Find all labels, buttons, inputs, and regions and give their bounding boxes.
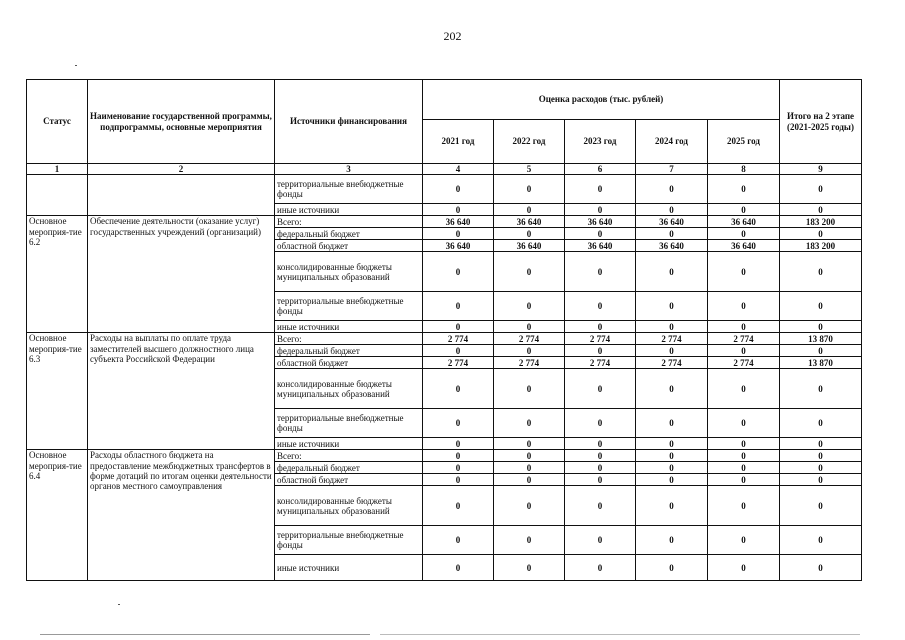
- year-value-cell: 0: [494, 409, 565, 438]
- year-value-cell: 2 774: [423, 357, 494, 369]
- year-value-cell: 0: [423, 204, 494, 216]
- year-value-cell: 0: [708, 474, 780, 486]
- total-value-cell: 0: [780, 369, 862, 409]
- header-total: Итого на 2 этапе (2021-2025 годы): [780, 80, 862, 164]
- year-value-cell: 0: [565, 474, 636, 486]
- header-status: Статус: [27, 80, 88, 164]
- year-value-cell: 0: [708, 345, 780, 357]
- year-value-cell: 0: [494, 175, 565, 204]
- source-cell: территориальные внебюджетные фонды: [275, 175, 423, 204]
- source-cell: Всего:: [275, 450, 423, 462]
- year-value-cell: 0: [565, 486, 636, 526]
- year-value-cell: 0: [494, 450, 565, 462]
- name-cell: Расходы областного бюджета на предоставление межбюджетных трансфертов в форме дотаций по итогам оценки деятельности органов местного самоуправления: [88, 450, 275, 581]
- year-value-cell: 36 640: [494, 216, 565, 228]
- year-value-cell: 0: [423, 450, 494, 462]
- total-value-cell: 0: [780, 409, 862, 438]
- year-value-cell: 36 640: [565, 216, 636, 228]
- year-value-cell: 0: [494, 204, 565, 216]
- total-value-cell: 0: [780, 474, 862, 486]
- year-value-cell: 0: [494, 474, 565, 486]
- year-value-cell: 0: [494, 345, 565, 357]
- year-value-cell: 0: [636, 252, 708, 292]
- year-value-cell: 0: [423, 474, 494, 486]
- year-value-cell: 2 774: [708, 357, 780, 369]
- year-value-cell: 0: [423, 292, 494, 321]
- total-value-cell: 0: [780, 486, 862, 526]
- source-cell: федеральный бюджет: [275, 345, 423, 357]
- year-value-cell: 0: [423, 369, 494, 409]
- year-value-cell: 0: [565, 450, 636, 462]
- year-value-cell: 0: [708, 486, 780, 526]
- source-cell: областной бюджет: [275, 357, 423, 369]
- year-value-cell: 36 640: [708, 240, 780, 252]
- year-value-cell: 0: [423, 228, 494, 240]
- source-cell: иные источники: [275, 321, 423, 333]
- year-value-cell: 0: [636, 321, 708, 333]
- header-sources: Источники финансирования: [275, 80, 423, 164]
- table-row: [27, 175, 862, 204]
- status-cell: Основное мероприя-тие 6.2: [27, 216, 88, 333]
- year-value-cell: 0: [636, 292, 708, 321]
- total-value-cell: 0: [780, 175, 862, 204]
- total-value-cell: 0: [780, 345, 862, 357]
- year-value-cell: 0: [708, 526, 780, 555]
- year-value-cell: 36 640: [494, 240, 565, 252]
- header-name: Наименование государственной программы, подпрограммы, основные мероприятия: [88, 80, 275, 164]
- source-cell: федеральный бюджет: [275, 228, 423, 240]
- header-year: 2022 год: [494, 120, 565, 164]
- year-value-cell: 0: [565, 555, 636, 581]
- total-value-cell: 13 870: [780, 357, 862, 369]
- status-cell: Основное мероприя-тие 6.3: [27, 333, 88, 450]
- header-costs: Оценка расходов (тыс. рублей): [423, 80, 780, 120]
- year-value-cell: 0: [636, 345, 708, 357]
- year-value-cell: 36 640: [565, 240, 636, 252]
- header-year: 2025 год: [708, 120, 780, 164]
- year-value-cell: 0: [708, 438, 780, 450]
- table-row: [27, 216, 862, 228]
- source-cell: иные источники: [275, 555, 423, 581]
- source-cell: федеральный бюджет: [275, 462, 423, 474]
- year-value-cell: 2 774: [636, 333, 708, 345]
- year-value-cell: 0: [636, 369, 708, 409]
- year-value-cell: 0: [636, 450, 708, 462]
- year-value-cell: 0: [636, 526, 708, 555]
- page-number: 202: [443, 29, 462, 43]
- year-value-cell: 0: [565, 526, 636, 555]
- year-value-cell: 0: [565, 345, 636, 357]
- year-value-cell: 0: [636, 486, 708, 526]
- year-value-cell: 0: [423, 526, 494, 555]
- year-value-cell: 0: [708, 450, 780, 462]
- year-value-cell: 0: [494, 321, 565, 333]
- header-year: 2021 год: [423, 120, 494, 164]
- total-value-cell: 0: [780, 292, 862, 321]
- column-index: 1: [27, 164, 88, 175]
- year-value-cell: 0: [636, 175, 708, 204]
- budget-table: [26, 79, 862, 581]
- year-value-cell: 0: [708, 204, 780, 216]
- source-cell: территориальные внебюджетные фонды: [275, 409, 423, 438]
- source-cell: консолидированные бюджеты муниципальных образований: [275, 252, 423, 292]
- total-value-cell: 0: [780, 228, 862, 240]
- source-cell: иные источники: [275, 438, 423, 450]
- header-year: 2024 год: [636, 120, 708, 164]
- table-row: [27, 333, 862, 345]
- scan-speck: [118, 604, 120, 605]
- year-value-cell: 0: [708, 409, 780, 438]
- status-cell: [27, 175, 88, 216]
- scan-speck: [75, 65, 77, 66]
- total-value-cell: 13 870: [780, 333, 862, 345]
- year-value-cell: 2 774: [636, 357, 708, 369]
- year-value-cell: 0: [565, 175, 636, 204]
- column-index: 4: [423, 164, 494, 175]
- year-value-cell: 0: [708, 462, 780, 474]
- year-value-cell: 0: [636, 438, 708, 450]
- source-cell: Всего:: [275, 333, 423, 345]
- source-cell: областной бюджет: [275, 240, 423, 252]
- year-value-cell: 0: [423, 555, 494, 581]
- year-value-cell: 0: [565, 438, 636, 450]
- name-cell: [88, 175, 275, 216]
- year-value-cell: 0: [494, 252, 565, 292]
- header-year: 2023 год: [565, 120, 636, 164]
- year-value-cell: 0: [708, 321, 780, 333]
- year-value-cell: 0: [423, 321, 494, 333]
- year-value-cell: 0: [708, 252, 780, 292]
- year-value-cell: 0: [494, 292, 565, 321]
- year-value-cell: 0: [494, 486, 565, 526]
- source-cell: Всего:: [275, 216, 423, 228]
- source-cell: территориальные внебюджетные фонды: [275, 292, 423, 321]
- year-value-cell: 0: [494, 526, 565, 555]
- year-value-cell: 0: [708, 292, 780, 321]
- year-value-cell: 2 774: [494, 357, 565, 369]
- year-value-cell: 36 640: [423, 240, 494, 252]
- name-cell: Расходы на выплаты по оплате труда заместителей высшего должностного лица субъекта Российской Федерации: [88, 333, 275, 450]
- year-value-cell: 2 774: [423, 333, 494, 345]
- year-value-cell: 0: [565, 292, 636, 321]
- year-value-cell: 0: [423, 438, 494, 450]
- source-cell: иные источники: [275, 204, 423, 216]
- year-value-cell: 0: [708, 369, 780, 409]
- year-value-cell: 0: [423, 252, 494, 292]
- year-value-cell: 0: [708, 175, 780, 204]
- total-value-cell: 0: [780, 321, 862, 333]
- column-index: 2: [88, 164, 275, 175]
- year-value-cell: 0: [708, 228, 780, 240]
- year-value-cell: 0: [494, 438, 565, 450]
- year-value-cell: 2 774: [708, 333, 780, 345]
- year-value-cell: 0: [565, 252, 636, 292]
- year-value-cell: 0: [423, 345, 494, 357]
- year-value-cell: 0: [494, 555, 565, 581]
- year-value-cell: 36 640: [708, 216, 780, 228]
- column-index: 6: [565, 164, 636, 175]
- year-value-cell: 0: [565, 409, 636, 438]
- year-value-cell: 0: [494, 228, 565, 240]
- year-value-cell: 2 774: [494, 333, 565, 345]
- year-value-cell: 0: [636, 462, 708, 474]
- year-value-cell: 0: [423, 175, 494, 204]
- column-index: 5: [494, 164, 565, 175]
- total-value-cell: 0: [780, 438, 862, 450]
- table-row: [27, 450, 862, 462]
- column-index: 7: [636, 164, 708, 175]
- column-index: 9: [780, 164, 862, 175]
- total-value-cell: 0: [780, 450, 862, 462]
- year-value-cell: 0: [636, 555, 708, 581]
- scan-edge-line: [380, 634, 860, 635]
- source-cell: территориальные внебюджетные фонды: [275, 526, 423, 555]
- source-cell: консолидированные бюджеты муниципальных образований: [275, 369, 423, 409]
- source-cell: областной бюджет: [275, 474, 423, 486]
- column-index: 8: [708, 164, 780, 175]
- year-value-cell: 0: [423, 486, 494, 526]
- year-value-cell: 0: [565, 369, 636, 409]
- name-cell: Обеспечение деятельности (оказание услуг) государственных учреждений (организаций): [88, 216, 275, 333]
- year-value-cell: 0: [423, 462, 494, 474]
- total-value-cell: 0: [780, 204, 862, 216]
- total-value-cell: 183 200: [780, 240, 862, 252]
- column-index-row: [27, 164, 862, 175]
- year-value-cell: 36 640: [423, 216, 494, 228]
- year-value-cell: 0: [636, 409, 708, 438]
- year-value-cell: 0: [423, 409, 494, 438]
- year-value-cell: 0: [708, 555, 780, 581]
- total-value-cell: 0: [780, 462, 862, 474]
- year-value-cell: 0: [565, 204, 636, 216]
- year-value-cell: 0: [494, 369, 565, 409]
- year-value-cell: 36 640: [636, 240, 708, 252]
- year-value-cell: 0: [565, 321, 636, 333]
- column-index: 3: [275, 164, 423, 175]
- year-value-cell: 0: [565, 228, 636, 240]
- year-value-cell: 0: [636, 228, 708, 240]
- year-value-cell: 2 774: [565, 333, 636, 345]
- year-value-cell: 0: [636, 474, 708, 486]
- scan-edge-line: [40, 634, 370, 635]
- total-value-cell: 0: [780, 526, 862, 555]
- year-value-cell: 0: [636, 204, 708, 216]
- year-value-cell: 0: [565, 462, 636, 474]
- year-value-cell: 0: [494, 462, 565, 474]
- source-cell: консолидированные бюджеты муниципальных образований: [275, 486, 423, 526]
- year-value-cell: 2 774: [565, 357, 636, 369]
- year-value-cell: 36 640: [636, 216, 708, 228]
- total-value-cell: 0: [780, 252, 862, 292]
- status-cell: Основное мероприя-тие 6.4: [27, 450, 88, 581]
- total-value-cell: 0: [780, 555, 862, 581]
- total-value-cell: 183 200: [780, 216, 862, 228]
